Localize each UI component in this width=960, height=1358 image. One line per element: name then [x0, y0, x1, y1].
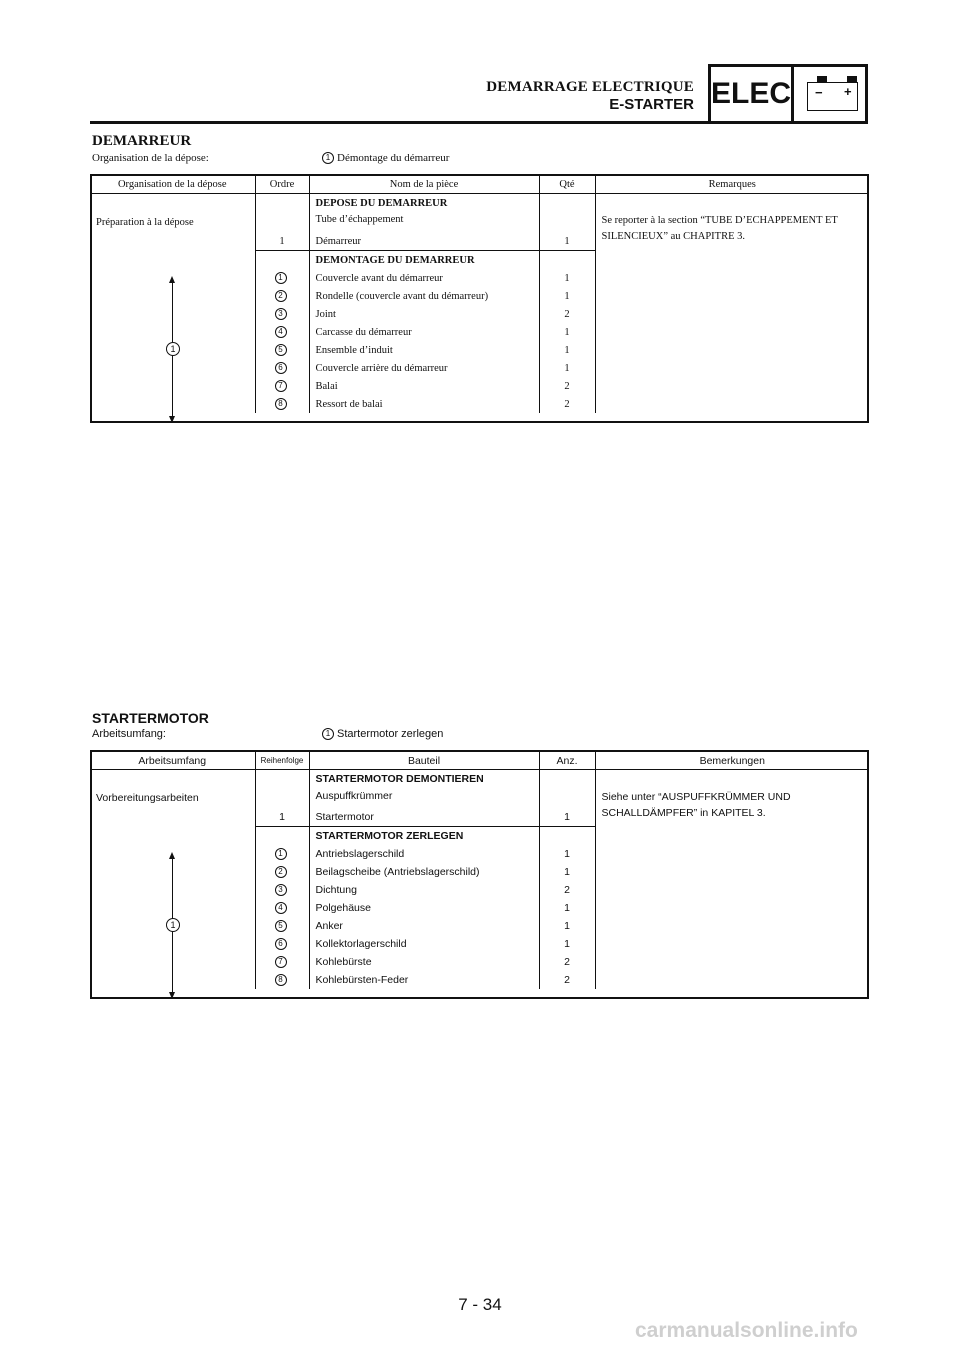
- remark: Siehe unter “AUSPUFFKRÜMMER UND SCHALLDÄMPFER” in KAPITEL 3.: [601, 791, 791, 819]
- circled-number: 3: [275, 308, 287, 320]
- battery-body: [807, 82, 858, 111]
- circled-number: 3: [275, 884, 287, 896]
- table-row: 6 Kollektorlagerschild 1: [90, 935, 869, 953]
- table-header-row: [90, 752, 869, 770]
- parts-table-fr: [90, 176, 869, 413]
- col-header: Reihenfolge: [255, 752, 309, 770]
- circled-number: 4: [275, 902, 287, 914]
- group-heading: STARTERMOTOR DEMONTIEREN: [309, 770, 539, 789]
- parts-table-de: [90, 752, 869, 989]
- header-rule: [90, 121, 710, 124]
- arrow-down-icon: [169, 992, 175, 999]
- badge-label: ELEC: [711, 67, 794, 121]
- battery-plus-sign: +: [844, 84, 852, 99]
- circled-number: 7: [275, 956, 287, 968]
- battery-minus-sign: −: [815, 85, 823, 100]
- table-row: [90, 251, 869, 270]
- table-row: 5 Ensemble d’induit 1: [90, 341, 869, 359]
- section-badge: [708, 64, 868, 124]
- table-row: 1 Démarreur 1: [90, 232, 869, 251]
- col-header: Bauteil: [309, 752, 539, 770]
- scope-value-de: 1 Startermotor zerlegen: [322, 728, 443, 740]
- col-header: Nom de la pièce: [309, 176, 539, 194]
- col-header: Remarques: [595, 176, 869, 194]
- table-row: 2 Beilagscheibe (Antriebslagerschild) 1: [90, 863, 869, 881]
- col-header: Arbeitsumfang: [90, 752, 255, 770]
- table-row: 8 Kohlebürsten-Feder 2: [90, 971, 869, 989]
- table-row: 1 Startermotor 1: [90, 808, 869, 827]
- prep-label: Vorbereitungsarbeiten: [90, 770, 255, 827]
- table-header-row: [90, 176, 869, 194]
- table-row: 8 Ressort de balai 2: [90, 395, 869, 413]
- table-row: 3 Dichtung 2: [90, 881, 869, 899]
- circled-number: 6: [275, 938, 287, 950]
- prep-label: Préparation à la dépose: [90, 194, 255, 251]
- table-row: 7 Balai 2: [90, 377, 869, 395]
- table-row: 1 Couvercle avant du démarreur 1: [90, 269, 869, 287]
- circled-number: 1: [322, 152, 334, 164]
- battery-icon: [794, 67, 865, 121]
- table-row: 7 Kohlebürste 2: [90, 953, 869, 971]
- group-heading: DEMONTAGE DU DEMARREUR: [309, 251, 539, 270]
- circled-number: 8: [275, 398, 287, 410]
- circled-number: 1: [275, 848, 287, 860]
- table-row: [90, 770, 869, 789]
- group-heading: STARTERMOTOR ZERLEGEN: [309, 827, 539, 846]
- col-header: Bemerkungen: [595, 752, 869, 770]
- table-row: 3 Joint 2: [90, 305, 869, 323]
- table-row: [90, 194, 869, 213]
- circled-number: 4: [275, 326, 287, 338]
- table-row: 2 Rondelle (couvercle avant du démarreur) 1: [90, 287, 869, 305]
- circled-number: 1: [322, 728, 334, 740]
- scope-value-fr: 1 Démontage du démarreur: [322, 152, 449, 164]
- table-row: 4 Carcasse du démarreur 1: [90, 323, 869, 341]
- col-header: Organisation de la dépose: [90, 176, 255, 194]
- table-row: 6 Couvercle arrière du démarreur 1: [90, 359, 869, 377]
- page-number: 7 - 34: [458, 1295, 502, 1314]
- circled-number: 5: [275, 920, 287, 932]
- header-title-de: E-STARTER: [609, 96, 694, 113]
- scope-label-de: Arbeitsumfang:: [92, 728, 166, 740]
- circled-number: 5: [275, 344, 287, 356]
- col-header: Ordre: [255, 176, 309, 194]
- table-row: 5 Anker 1: [90, 917, 869, 935]
- section-title-fr: DEMARREUR: [92, 133, 192, 149]
- table-row: [90, 827, 869, 846]
- remark: Se reporter à la section “TUBE D’ECHAPPEMENT ET SILENCIEUX” au CHAPITRE 3.: [601, 215, 838, 242]
- table-row: 4 Polgehäuse 1: [90, 899, 869, 917]
- circled-number: 8: [275, 974, 287, 986]
- group-heading: DEPOSE DU DEMARREUR: [309, 194, 539, 213]
- watermark: carmanualsonline.info: [635, 1319, 858, 1342]
- table-row: Auspuffkrümmer Siehe unter “AUSPUFFKRÜMMER UND SCHALLDÄMPFER” in KAPITEL 3.: [90, 788, 869, 808]
- table-row: Tube d’échappement Se reporter à la section “TUBE D’ECHAPPEMENT ET SILENCIEUX” au CHAPITRE 3.: [90, 212, 869, 232]
- range-marker: 1: [166, 918, 180, 932]
- section-title-de: STARTERMOTOR: [92, 710, 209, 726]
- circled-number: 1: [275, 272, 287, 284]
- circled-number: 6: [275, 362, 287, 374]
- col-header: Qté: [539, 176, 595, 194]
- scope-label-fr: Organisation de la dépose:: [92, 152, 209, 164]
- range-marker: 1: [166, 342, 180, 356]
- col-header: Anz.: [539, 752, 595, 770]
- circled-number: 2: [275, 866, 287, 878]
- arrow-down-icon: [169, 416, 175, 423]
- table-row: 1 Antriebslagerschild 1: [90, 845, 869, 863]
- header-title-fr: DEMARRAGE ELECTRIQUE: [486, 79, 694, 95]
- circled-number: 2: [275, 290, 287, 302]
- circled-number: 7: [275, 380, 287, 392]
